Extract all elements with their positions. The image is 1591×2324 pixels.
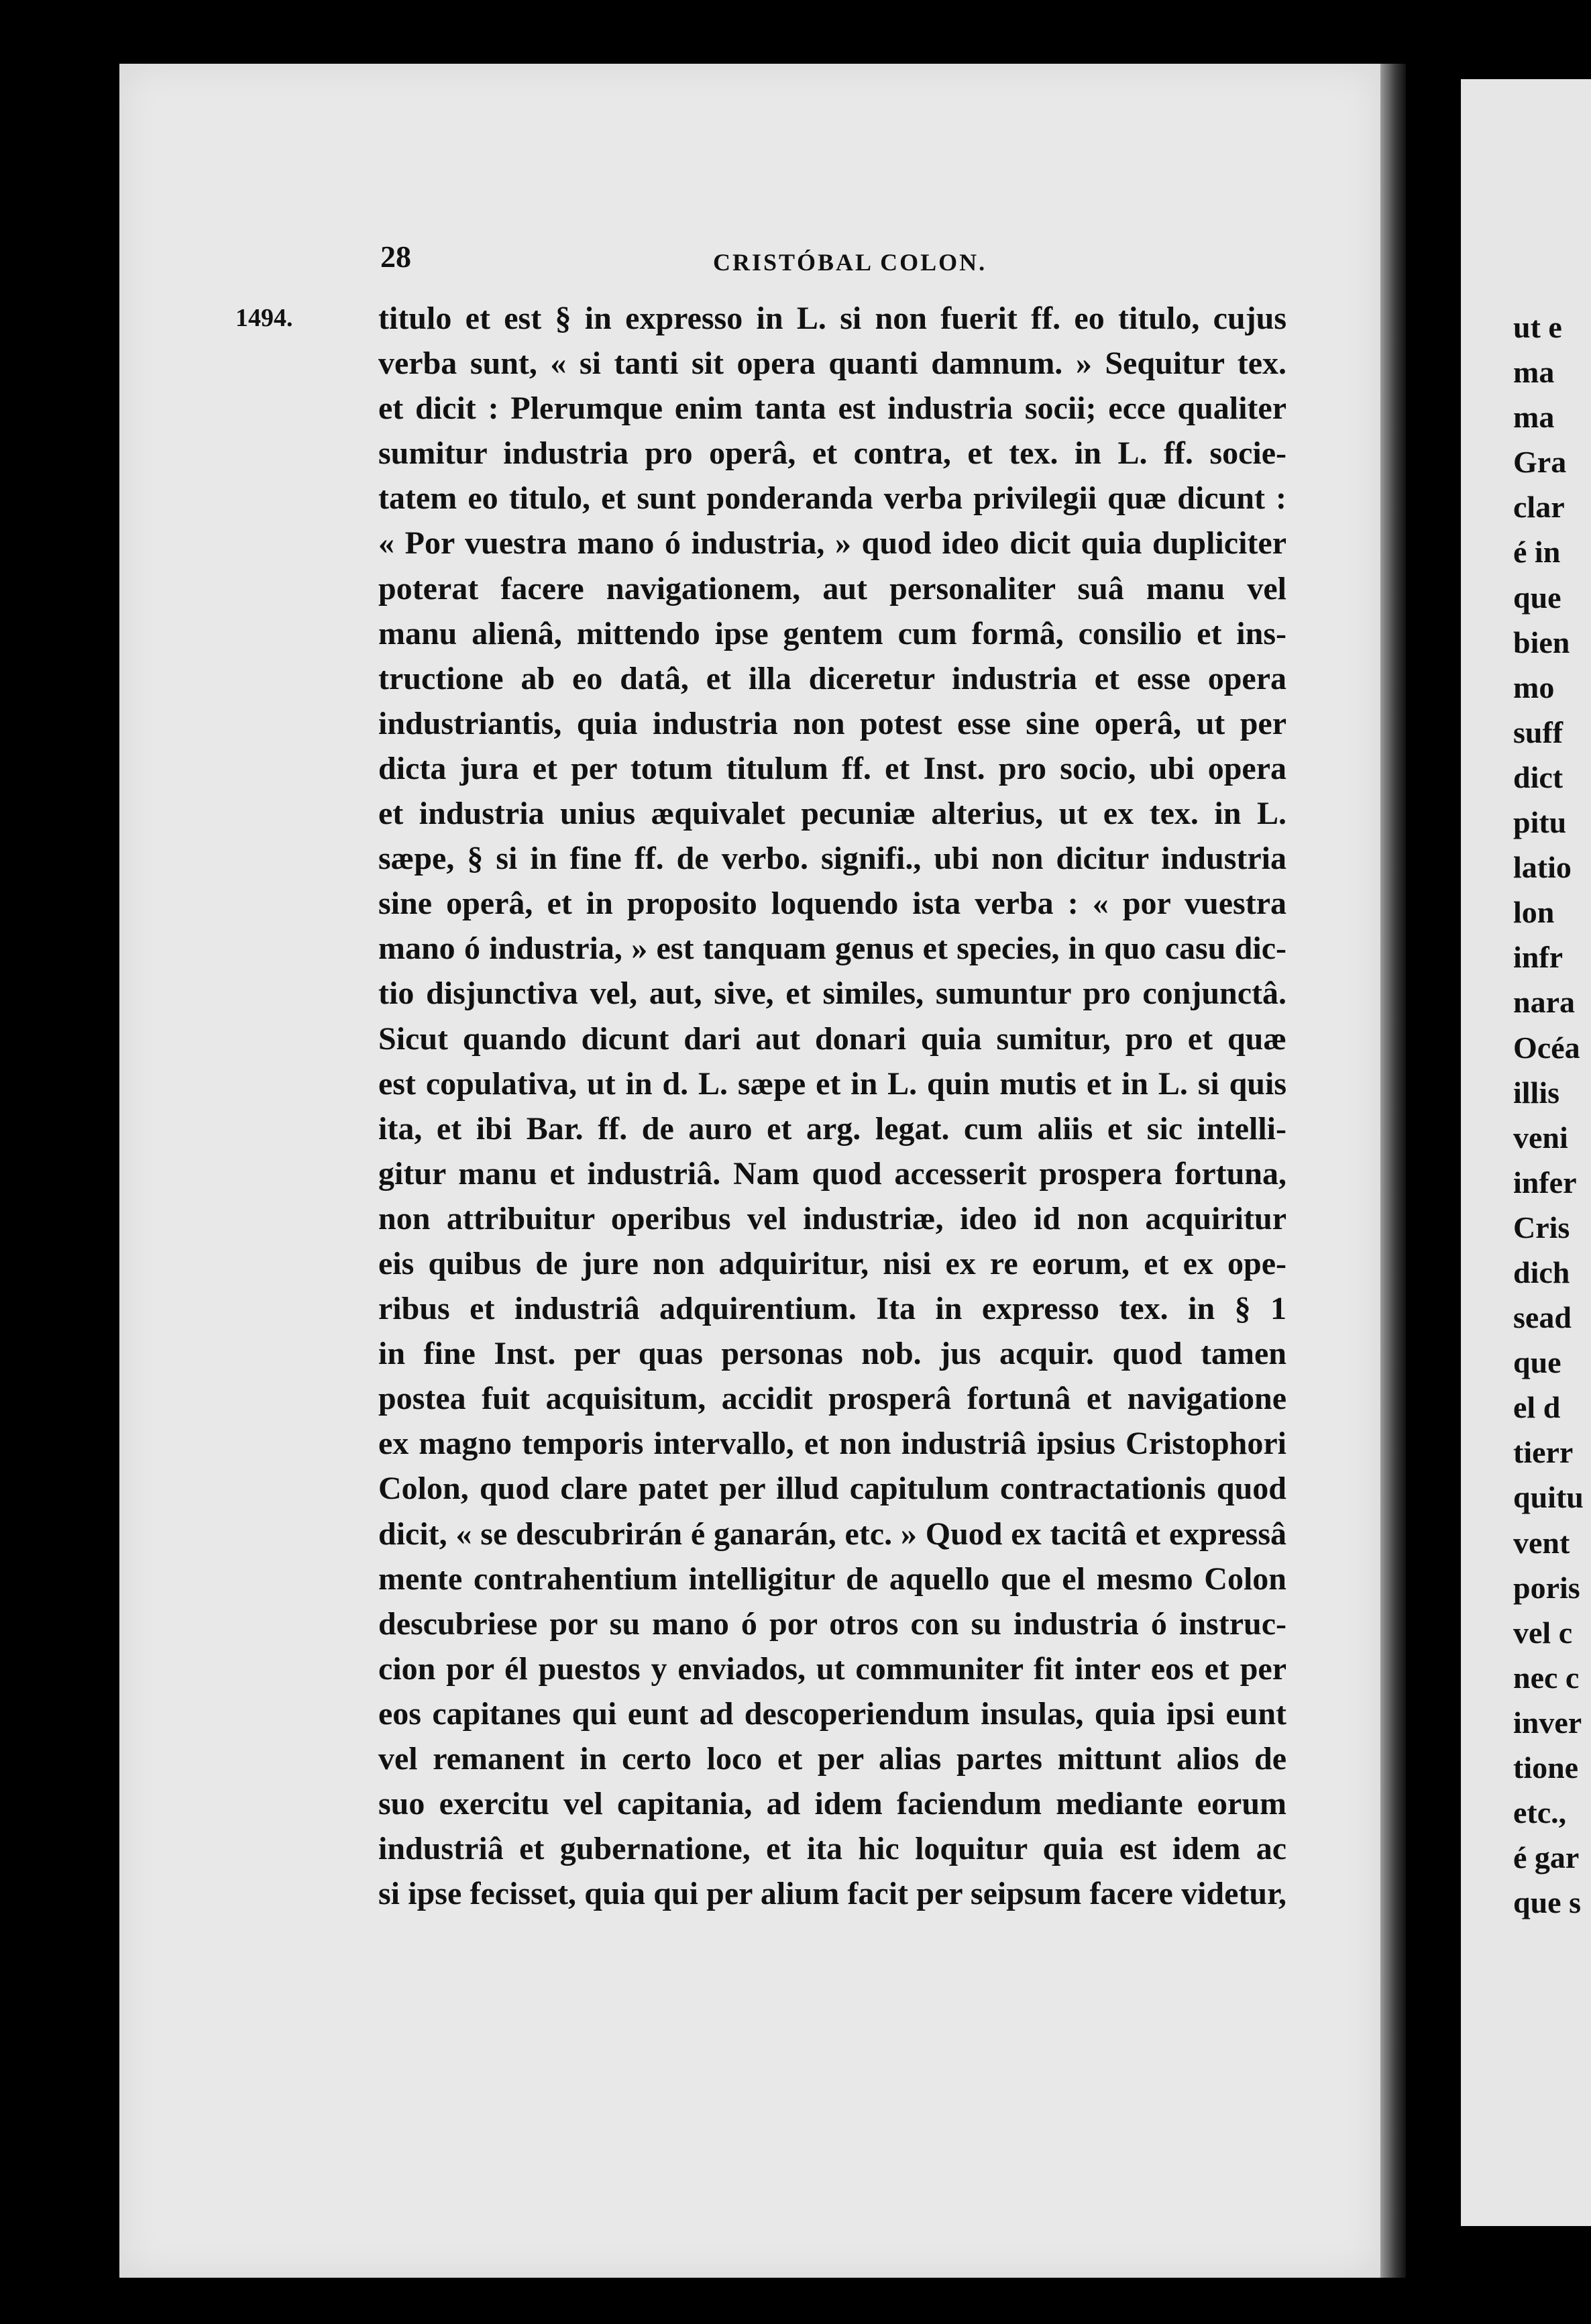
text-line: non attribuitur operibus vel industriæ, ideo id non acquiritur xyxy=(378,1200,1286,1236)
running-title: CRISTÓBAL COLON. xyxy=(713,249,987,276)
facing-page-text xyxy=(1461,305,1591,1925)
facing-page-line: vent xyxy=(1513,1525,1570,1560)
text-line: descubriese por su mano ó por otros con su industria ó instruc- xyxy=(378,1605,1286,1642)
facing-page-line: infer xyxy=(1513,1165,1577,1200)
text-line: dicit, « se descubrirán é ganarán, etc. » Quod ex tacitâ et expressâ xyxy=(378,1516,1286,1552)
text-line: eis quibus de jure non adquiritur, nisi ex re eorum, et ex ope- xyxy=(378,1245,1286,1281)
text-line: « Por vuestra mano ó industria, » quod ideo dicit quia dupliciter xyxy=(378,525,1286,562)
text-line: sumitur industria pro operâ, et contra, et tex. in L. ff. socie- xyxy=(378,435,1286,472)
text-line: est copulativa, ut in d. L. sæpe et in L. quin mutis et in L. si quis xyxy=(378,1065,1286,1102)
text-line: tructione ab eo datâ, et illa diceretur industria et esse opera xyxy=(378,660,1286,696)
body-text xyxy=(378,296,1286,1916)
text-line: suo exercitu vel capitania, ad idem faciendum mediante eorum xyxy=(378,1786,1286,1822)
facing-page-line: é in xyxy=(1513,535,1561,570)
text-line: sine operâ, et in proposito loquendo ista verba : « por vuestra xyxy=(378,886,1286,922)
facing-page-line: suff xyxy=(1513,715,1563,749)
facing-page-line: lon xyxy=(1513,895,1555,930)
text-line: in fine Inst. per quas personas nob. jus acquir. quod tamen xyxy=(378,1336,1286,1372)
facing-page-line: que xyxy=(1513,580,1561,615)
text-line: tio disjunctiva vel, aut, sive, et similes, sumuntur pro conjunctâ. xyxy=(378,975,1286,1012)
facing-page-line: sead xyxy=(1513,1300,1572,1335)
text-line: tatem eo titulo, et sunt ponderanda verba privilegii quæ dicunt : xyxy=(378,480,1286,517)
facing-page-line: ma xyxy=(1513,355,1555,390)
text-line: sæpe, § si in fine ff. de verbo. signifi., ubi non dicitur industria xyxy=(378,841,1286,877)
text-line: ribus et industriâ adquirentium. Ita in expresso tex. in § 1 xyxy=(378,1291,1286,1327)
text-line: Sicut quando dicunt dari aut donari quia sumitur, pro et quæ xyxy=(378,1020,1286,1057)
facing-page-line: vel c xyxy=(1513,1615,1573,1650)
facing-page-line: veni xyxy=(1513,1120,1568,1155)
facing-page-line: etc., xyxy=(1513,1795,1567,1830)
text-line: industriantis, quia industria non potest esse sine operâ, ut per xyxy=(378,705,1286,741)
text-line: industriâ et gubernatione, et ita hic loquitur quia est idem ac xyxy=(378,1831,1286,1867)
text-line: et dicit : Plerumque enim tanta est industria socii; ecce qualiter xyxy=(378,390,1286,427)
text-line: Colon, quod clare patet per illud capitulum contractationis quod xyxy=(378,1471,1286,1507)
page-gutter xyxy=(1380,64,1406,2278)
text-line: dicta jura et per totum titulum ff. et Inst. pro socio, ubi opera xyxy=(378,750,1286,786)
text-line: titulo et est § in expresso in L. si non fuerit ff. eo titulo, cujus xyxy=(378,301,1286,336)
facing-page-line: ut e xyxy=(1513,310,1562,344)
facing-page-line: bien xyxy=(1513,625,1570,659)
facing-page-line: Océa xyxy=(1513,1030,1580,1065)
facing-page-line: que s xyxy=(1513,1885,1581,1920)
facing-page-line: é gar xyxy=(1513,1840,1580,1875)
facing-page-line: dict xyxy=(1513,759,1563,794)
facing-page-line: latio xyxy=(1513,850,1572,885)
text-line: ita, et ibi Bar. ff. de auro et arg. legat. cum aliis et sic intelli- xyxy=(378,1110,1286,1147)
text-line: mente contrahentium intelligitur de aquello que el mesmo Colon xyxy=(378,1561,1286,1597)
facing-page-line: inver xyxy=(1513,1705,1582,1740)
page-number: 28 xyxy=(380,240,411,274)
text-line: verba sunt, « si tanti sit opera quanti damnum. » Sequitur tex. xyxy=(378,346,1286,382)
text-line: si ipse fecisset, quia qui per alium facit per seipsum facere videtur, xyxy=(378,1876,1286,1912)
margin-year-note: 1494. xyxy=(235,304,293,332)
text-line: gitur manu et industriâ. Nam quod accesserit prospera fortuna, xyxy=(378,1155,1286,1192)
facing-page-line: pitu xyxy=(1513,805,1567,840)
facing-page-line: clar xyxy=(1513,490,1565,525)
facing-page-line: nec c xyxy=(1513,1660,1580,1695)
facing-page-line: dich xyxy=(1513,1255,1570,1289)
facing-page-line: nara xyxy=(1513,985,1575,1020)
facing-page-line: el d xyxy=(1513,1390,1561,1425)
facing-page-line: poris xyxy=(1513,1570,1580,1605)
text-line: vel remanent in certo loco et per alias partes mittunt alios de xyxy=(378,1741,1286,1777)
facing-page xyxy=(1461,79,1591,2226)
text-line: postea fuit acquisitum, accidit prosperâ fortunâ et navigatione xyxy=(378,1381,1286,1417)
facing-page-line: infr xyxy=(1513,940,1563,975)
text-line: ex magno temporis intervallo, et non industriâ ipsius Cristophori xyxy=(378,1426,1286,1462)
text-line: manu alienâ, mittendo ipse gentem cum formâ, consilio et ins- xyxy=(378,615,1286,651)
text-line: eos capitanes qui eunt ad descoperiendum insulas, quia ipsi eunt xyxy=(378,1695,1286,1732)
facing-page-line: ma xyxy=(1513,400,1555,435)
facing-page-line: quitu xyxy=(1513,1480,1584,1515)
facing-page-line: tierr xyxy=(1513,1435,1574,1470)
facing-page-line: que xyxy=(1513,1345,1561,1380)
facing-page-line: Gra xyxy=(1513,445,1567,480)
facing-page-line: Cris xyxy=(1513,1210,1570,1245)
facing-page-line: tione xyxy=(1513,1750,1579,1785)
facing-page-line: illis xyxy=(1513,1075,1560,1110)
text-line: et industria unius æquivalet pecuniæ alterius, ut ex tex. in L. xyxy=(378,796,1286,832)
text-line: cion por él puestos y enviados, ut communiter fit inter eos et per xyxy=(378,1650,1286,1687)
text-line: poterat facere navigationem, aut personaliter suâ manu vel xyxy=(378,570,1286,606)
facing-page-line: mo xyxy=(1513,670,1555,704)
text-line: mano ó industria, » est tanquam genus et species, in quo casu dic- xyxy=(378,931,1286,967)
